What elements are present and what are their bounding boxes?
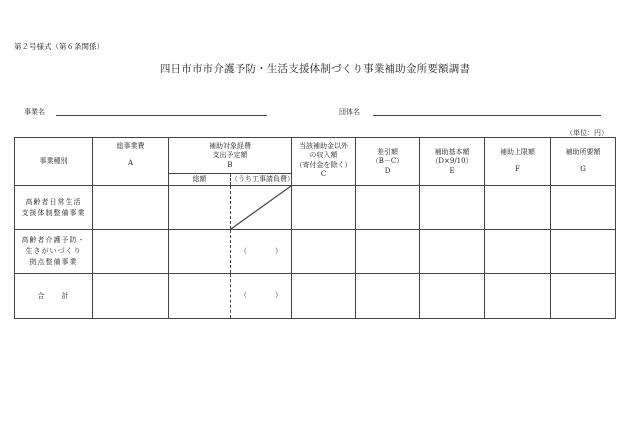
cell-base-amount[interactable] bbox=[420, 230, 485, 274]
group-name-field[interactable] bbox=[373, 115, 601, 116]
header-difference: 差引額 （B－C） D bbox=[356, 138, 420, 186]
form-number: 第２号様式（第６条関係） bbox=[14, 42, 104, 51]
header-subsidy-target: 補助対象経費 支出予定額 B bbox=[169, 138, 292, 174]
cell-subtotal[interactable] bbox=[169, 274, 231, 319]
row-label-total: 合 計 bbox=[15, 274, 93, 319]
header-total-cost: 総事業費 A bbox=[93, 138, 169, 186]
table-row-total bbox=[15, 274, 616, 319]
diagonal-line bbox=[231, 186, 291, 229]
cell-construction[interactable]: （ ） bbox=[231, 274, 292, 319]
unit-note: （単位：円） bbox=[566, 129, 608, 137]
header-project-type: 事業種別 bbox=[15, 138, 93, 186]
header-required: 補助所要額 G bbox=[551, 138, 616, 186]
cell-limit[interactable] bbox=[485, 230, 551, 274]
cell-other-income[interactable] bbox=[292, 186, 356, 230]
cell-difference[interactable] bbox=[356, 186, 420, 230]
project-name-field[interactable] bbox=[56, 115, 267, 116]
cell-total-cost[interactable] bbox=[93, 274, 169, 319]
table-row bbox=[15, 230, 616, 274]
header-other-income: 当該補助金以外 の収入額 （寄付金を除く） C bbox=[292, 138, 356, 186]
document-title: 四日市市市介護予防・生活支援体制づくり事業補助金所要額調書 bbox=[159, 63, 471, 75]
budget-table bbox=[14, 137, 616, 319]
cell-other-income[interactable] bbox=[292, 230, 356, 274]
cell-subtotal[interactable] bbox=[169, 186, 231, 230]
cell-difference[interactable] bbox=[356, 274, 420, 319]
cell-construction[interactable]: （ ） bbox=[231, 230, 292, 274]
project-name-label: 事業名 bbox=[24, 108, 45, 116]
group-name-label: 団体名 bbox=[339, 108, 360, 116]
header-subtotal: 総額 bbox=[169, 174, 231, 186]
cell-required[interactable] bbox=[551, 186, 616, 230]
cell-difference[interactable] bbox=[356, 230, 420, 274]
cell-required[interactable] bbox=[551, 230, 616, 274]
header-construction: （うち工事請負費） bbox=[231, 174, 292, 186]
row-label: 高齢者介護予防・ 生きがいづくり 拠点整備事業 bbox=[15, 230, 93, 274]
cell-total-cost[interactable] bbox=[93, 230, 169, 274]
cell-limit[interactable] bbox=[485, 274, 551, 319]
table-row bbox=[15, 186, 616, 230]
cell-limit[interactable] bbox=[485, 186, 551, 230]
cell-base-amount[interactable] bbox=[420, 274, 485, 319]
cell-base-amount[interactable] bbox=[420, 186, 485, 230]
header-base-amount: 補助基本額 （D×9/10） E bbox=[420, 138, 485, 186]
cell-total-cost[interactable] bbox=[93, 186, 169, 230]
cell-construction-crossed bbox=[231, 186, 292, 230]
row-label: 高齢者日常生活 支援体制整備事業 bbox=[15, 186, 93, 230]
cell-required[interactable] bbox=[551, 274, 616, 319]
cell-other-income[interactable] bbox=[292, 274, 356, 319]
cell-subtotal[interactable] bbox=[169, 230, 231, 274]
header-limit: 補助上限額 F bbox=[485, 138, 551, 186]
